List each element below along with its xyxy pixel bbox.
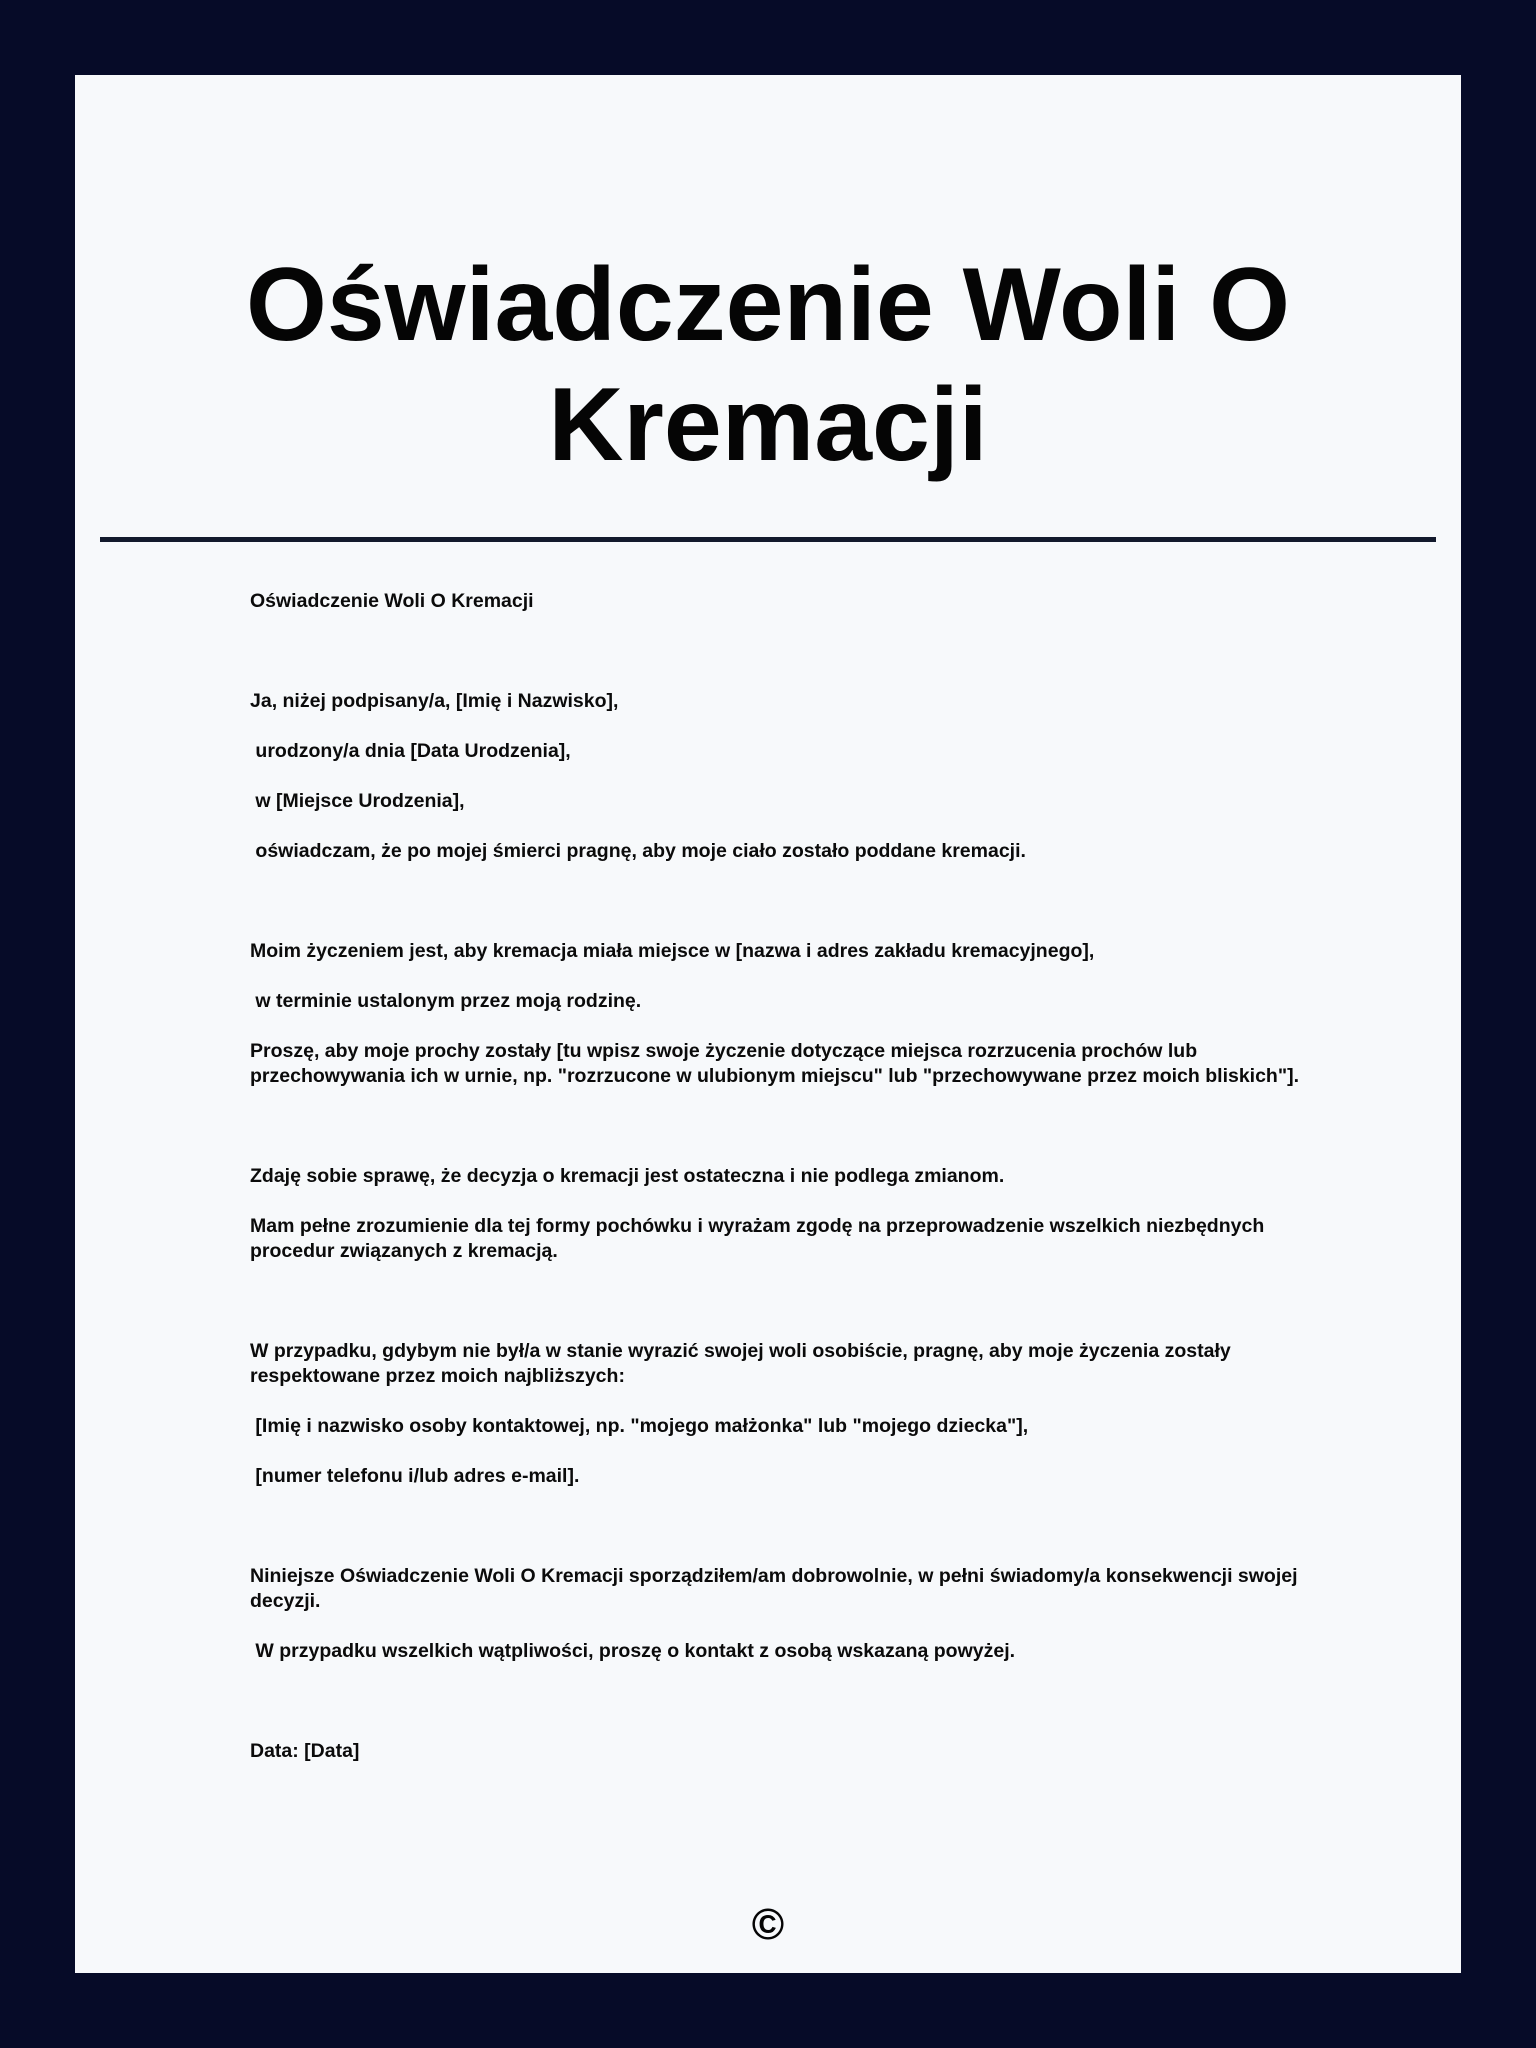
copyright-icon: © [751, 1900, 785, 1949]
paragraph-doubts: W przypadku wszelkich wątpliwości, proszę o kontakt z osobą wskazaną powyżej. [250, 1640, 1016, 1662]
page-title: Oświadczenie Woli O Kremacji [245, 247, 1291, 483]
document-body [250, 589, 1350, 1764]
document-heading: Oświadczenie Woli O Kremacji [250, 590, 534, 612]
paragraph-proxy: W przypadku, gdybym nie był/a w stanie wyrazić swojej woli osobiście, pragnę, aby moje życzenia zostały respektowane przez moich najbliższych: [250, 1340, 1237, 1387]
paragraph-contact-details: [numer telefonu i/lub adres e-mail]. [250, 1465, 580, 1487]
paragraph-consent: Mam pełne zrozumienie dla tej formy pochówku i wyrażam zgodę na przeprowadzenie wszelkich niezbędnych procedur związanych z kremacją. [250, 1215, 1270, 1262]
paragraph-final-decision: Zdaję sobie sprawę, że decyzja o kremacji jest ostateczna i nie podlega zmianom. [250, 1165, 1005, 1187]
paragraph-declarant: Ja, niżej podpisany/a, [Imię i Nazwisko], [250, 690, 619, 712]
title-divider [100, 537, 1436, 542]
paragraph-date-term: w terminie ustalonym przez moją rodzinę. [250, 990, 642, 1012]
paragraph-declaration: oświadczam, że po mojej śmierci pragnę, aby moje ciało zostało poddane kremacji. [250, 840, 1026, 862]
paragraph-birth-place: w [Miejsce Urodzenia], [250, 790, 465, 812]
paragraph-crematorium: Moim życzeniem jest, aby kremacja miała miejsce w [nazwa i adres zakładu kremacyjnego], [250, 940, 1095, 962]
paragraph-ashes: Proszę, aby moje prochy zostały [tu wpisz swoje życzenie dotyczące miejsca rozrzucenia prochów lub przechowywania ich w urnie, np. "rozrzucone w ulubionym miejscu" lub "przechowywane przez moich bliskich"]. [250, 1040, 1300, 1087]
document-page [75, 75, 1461, 1973]
paragraph-voluntary: Niniejsze Oświadczenie Woli O Kremacji sporządziłem/am dobrowolnie, w pełni świadomy/a konsekwencji swojej decyzji. [250, 1565, 1303, 1612]
paragraph-contact-person: [Imię i nazwisko osoby kontaktowej, np. "mojego małżonka" lub "mojego dziecka"], [250, 1415, 1029, 1437]
paragraph-date: Data: [Data] [250, 1740, 360, 1762]
paragraph-birth-date: urodzony/a dnia [Data Urodzenia], [250, 740, 571, 762]
